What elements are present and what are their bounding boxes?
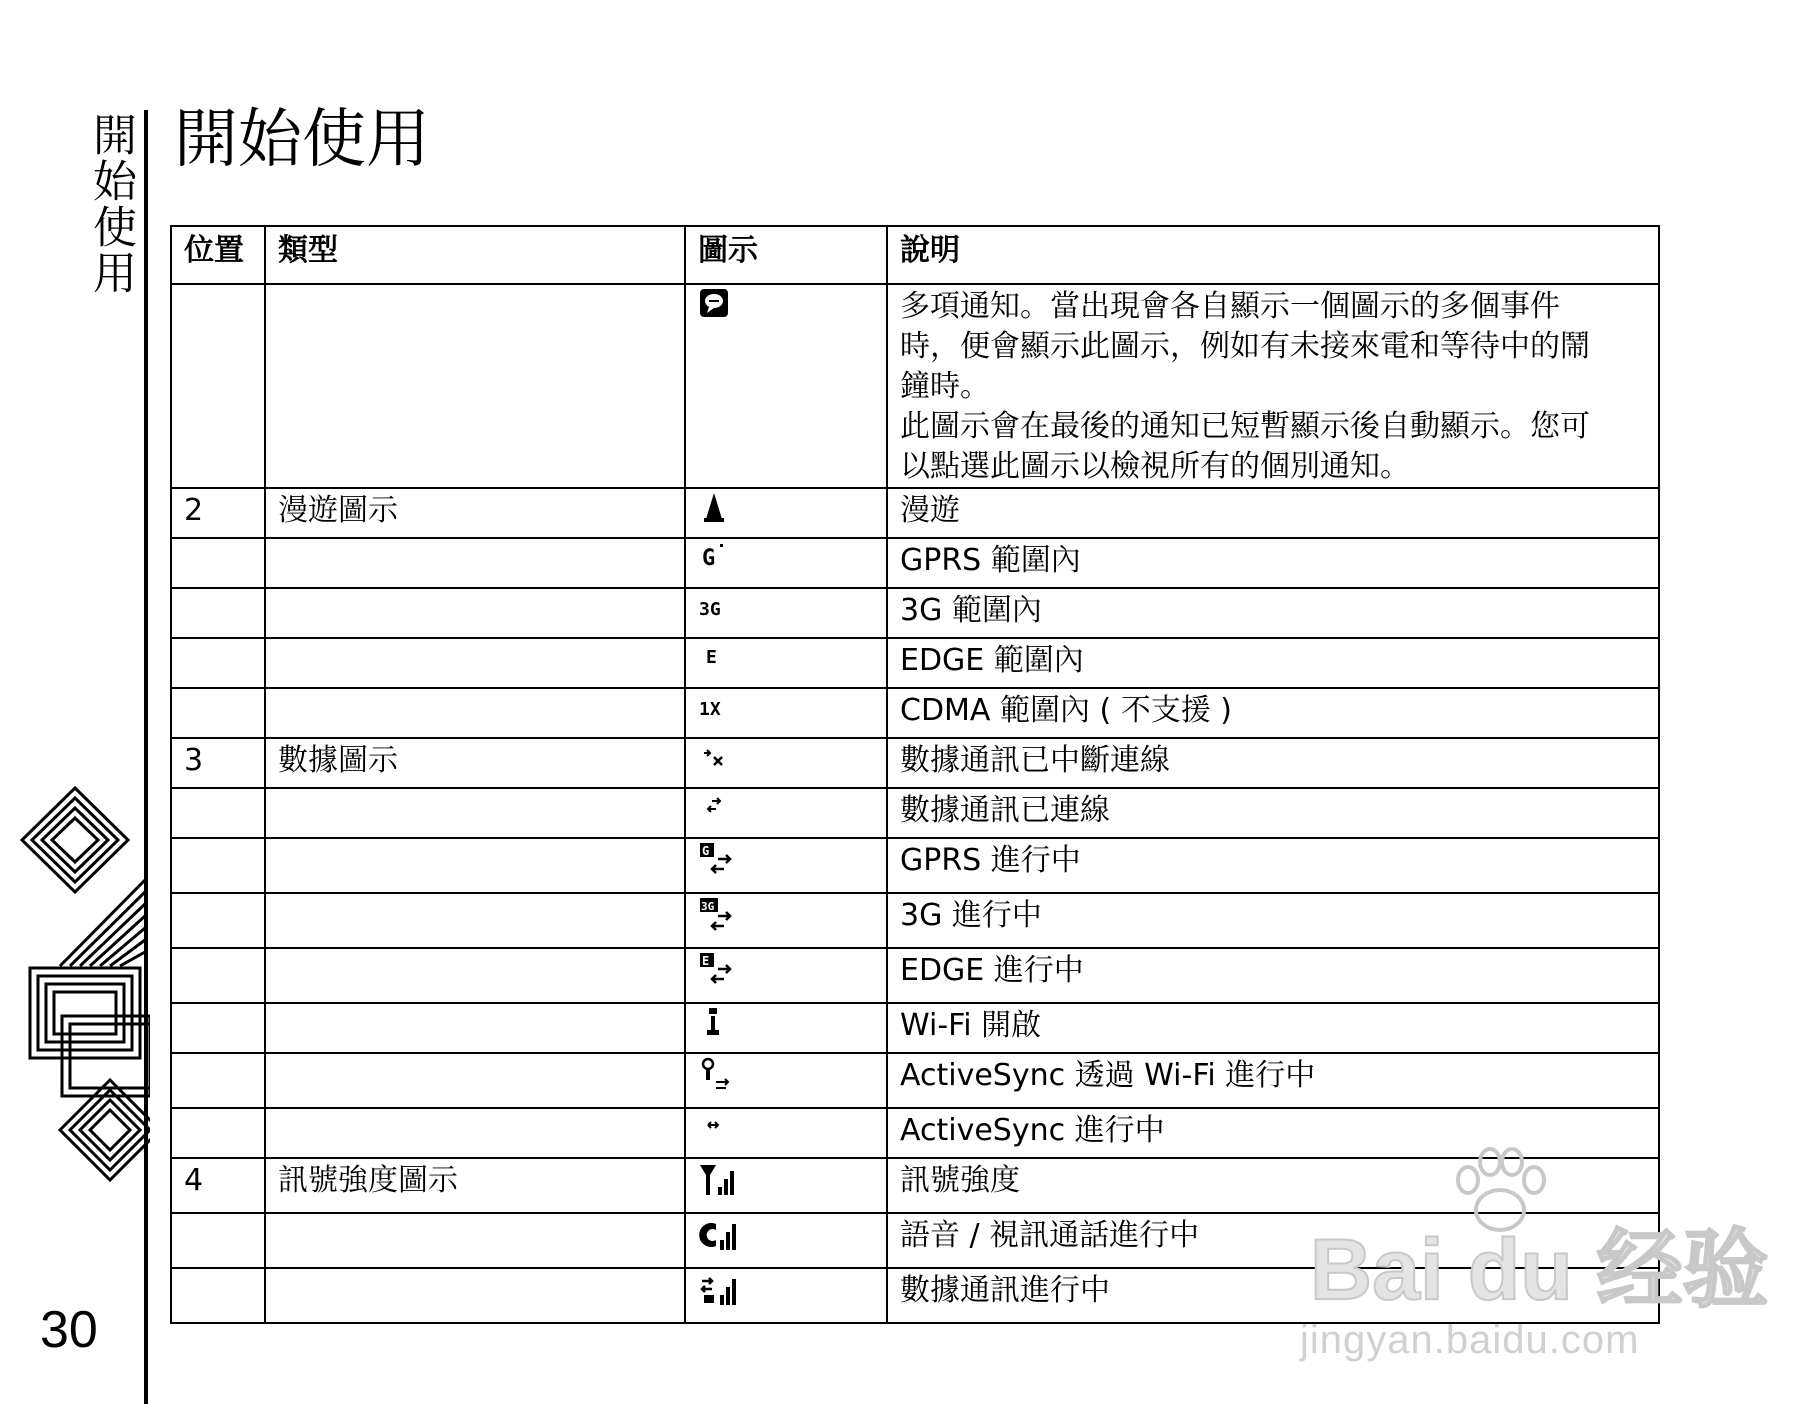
watermark-url: jingyan.baidu.com <box>1300 1318 1640 1362</box>
svg-text:3G: 3G <box>701 900 715 913</box>
cell-type <box>265 1213 685 1268</box>
cell-description <box>887 1003 1659 1053</box>
cell-icon <box>685 788 887 838</box>
cell-icon <box>685 948 887 1003</box>
cell-icon <box>685 1108 887 1158</box>
cell-icon <box>685 1158 887 1213</box>
cell-position: 3 <box>171 738 265 788</box>
cell-icon <box>685 638 887 688</box>
table-row <box>171 1003 1659 1053</box>
table-row <box>171 688 1659 738</box>
svg-text:E: E <box>706 647 717 668</box>
cell-type <box>265 1268 685 1323</box>
cell-icon <box>685 1268 887 1323</box>
description-line: GPRS 進行中 <box>900 843 1081 878</box>
cell-position <box>171 1213 265 1268</box>
cell-position <box>171 538 265 588</box>
3g-in-use-icon <box>698 896 738 936</box>
cell-icon <box>685 688 887 738</box>
cell-description <box>887 638 1659 688</box>
description-line: 數據通訊已中斷連線 <box>900 743 1170 778</box>
cell-position <box>171 1003 265 1053</box>
vertical-divider <box>144 110 148 1404</box>
cell-type <box>265 538 685 588</box>
table-row <box>171 738 1659 788</box>
roaming-icon <box>698 491 738 531</box>
cell-type <box>265 1108 685 1158</box>
cell-icon <box>685 738 887 788</box>
cell-type <box>265 1053 685 1108</box>
cell-position <box>171 284 265 488</box>
cell-icon <box>685 893 887 948</box>
table-row <box>171 788 1659 838</box>
cell-description <box>887 838 1659 893</box>
description-line: 漫遊 <box>900 493 960 528</box>
wifi-on-icon <box>698 1006 738 1046</box>
cell-type <box>265 588 685 638</box>
cell-description <box>887 738 1659 788</box>
description-line: 此圖示會在最後的通知已短暫顯示後自動顯示。您可 <box>900 409 1590 444</box>
multiple-notifications-icon <box>698 287 738 327</box>
cell-description <box>887 488 1659 538</box>
cell-position <box>171 1053 265 1108</box>
table-row <box>171 538 1659 588</box>
description-line: Wi-Fi 開啟 <box>900 1008 1042 1043</box>
data-disconnected-icon <box>698 741 738 781</box>
cell-icon <box>685 284 887 488</box>
cell-type <box>265 638 685 688</box>
cell-position <box>171 1268 265 1323</box>
cell-type <box>265 838 685 893</box>
cell-description <box>887 1053 1659 1108</box>
cell-type <box>265 284 685 488</box>
cell-position <box>171 838 265 893</box>
svg-text:G: G <box>702 844 710 858</box>
cell-description <box>887 948 1659 1003</box>
page-number: 30 <box>40 1301 98 1359</box>
description-line: EDGE 範圍內 <box>900 643 1084 678</box>
table-row <box>171 1053 1659 1108</box>
cell-type <box>265 948 685 1003</box>
cdma-1x-icon <box>698 691 738 731</box>
cell-position <box>171 688 265 738</box>
cell-position: 2 <box>171 488 265 538</box>
cell-description <box>887 893 1659 948</box>
header-icon: 圖示 <box>685 226 887 284</box>
cell-icon <box>685 1053 887 1108</box>
cell-description <box>887 284 1659 488</box>
description-line: 訊號強度 <box>900 1163 1020 1198</box>
gprs-in-use-icon <box>698 841 738 881</box>
description-line: GPRS 範圍內 <box>900 543 1081 578</box>
cell-type <box>265 788 685 838</box>
description-line: 3G 進行中 <box>900 898 1042 933</box>
edge-in-use-icon <box>698 951 738 991</box>
cell-description <box>887 538 1659 588</box>
svg-text:3G: 3G <box>699 599 721 620</box>
header-position: 位置 <box>171 226 265 284</box>
data-call-icon <box>698 1271 738 1311</box>
table-row <box>171 588 1659 638</box>
status-icon-table <box>170 225 1660 1324</box>
header-description: 說明 <box>887 226 1659 284</box>
activesync-wifi-icon <box>698 1056 738 1096</box>
description-line: 多項通知。當出現會各自顯示一個圖示的多個事件 <box>900 289 1560 324</box>
cell-icon <box>685 538 887 588</box>
cell-position <box>171 638 265 688</box>
svg-text:E: E <box>702 954 710 968</box>
edge-icon <box>698 641 738 681</box>
cell-position <box>171 1108 265 1158</box>
cell-icon <box>685 1003 887 1053</box>
table-header-row <box>171 226 1659 284</box>
description-line: 數據通訊進行中 <box>900 1273 1110 1308</box>
table-row <box>171 488 1659 538</box>
svg-text:1X: 1X <box>699 699 721 720</box>
table-row <box>171 284 1659 488</box>
3g-icon <box>698 591 738 631</box>
cell-icon <box>685 1213 887 1268</box>
table-row <box>171 838 1659 893</box>
cell-icon <box>685 488 887 538</box>
table-row <box>171 1108 1659 1158</box>
watermark-logo: Bai du 经验 <box>1310 1222 1769 1318</box>
description-line: 鐘時。 <box>900 369 990 404</box>
description-line: ActiveSync 進行中 <box>900 1113 1165 1148</box>
description-line: CDMA 範圍內 ( 不支援 ) <box>900 693 1233 728</box>
cell-type: 訊號強度圖示 <box>265 1158 685 1213</box>
cell-type <box>265 688 685 738</box>
activesync-icon <box>698 1111 738 1151</box>
cell-type: 漫遊圖示 <box>265 488 685 538</box>
description-line: 語音 / 視訊通話進行中 <box>900 1218 1200 1253</box>
svg-text:G: G <box>702 546 716 571</box>
cell-position <box>171 948 265 1003</box>
signal-strength-icon <box>698 1161 738 1201</box>
description-line: ActiveSync 透過 Wi-Fi 進行中 <box>900 1058 1316 1093</box>
cell-description <box>887 688 1659 738</box>
cell-type <box>265 1003 685 1053</box>
table-row <box>171 893 1659 948</box>
description-line: EDGE 進行中 <box>900 953 1084 988</box>
description-line: 3G 範圍內 <box>900 593 1042 628</box>
gprs-icon <box>698 541 738 581</box>
cell-position <box>171 893 265 948</box>
page-title: 開始使用 <box>174 103 430 177</box>
description-line: 數據通訊已連線 <box>900 793 1110 828</box>
decorative-diamond-pattern <box>0 780 150 1200</box>
table-row <box>171 948 1659 1003</box>
cell-description <box>887 588 1659 638</box>
description-line: 以點選此圖示以檢視所有的個別通知。 <box>900 449 1410 484</box>
table-row <box>171 638 1659 688</box>
cell-type: 數據圖示 <box>265 738 685 788</box>
cell-icon <box>685 838 887 893</box>
cell-description <box>887 788 1659 838</box>
data-connected-icon <box>698 791 738 831</box>
header-type: 類型 <box>265 226 685 284</box>
cell-type <box>265 893 685 948</box>
voice-video-call-icon <box>698 1216 738 1256</box>
cell-position <box>171 788 265 838</box>
side-section-title: 開始使用 <box>85 112 136 296</box>
cell-position <box>171 588 265 638</box>
cell-icon <box>685 588 887 638</box>
cell-position: 4 <box>171 1158 265 1213</box>
description-line: 時，便會顯示此圖示，例如有未接來電和等待中的鬧 <box>900 329 1590 364</box>
